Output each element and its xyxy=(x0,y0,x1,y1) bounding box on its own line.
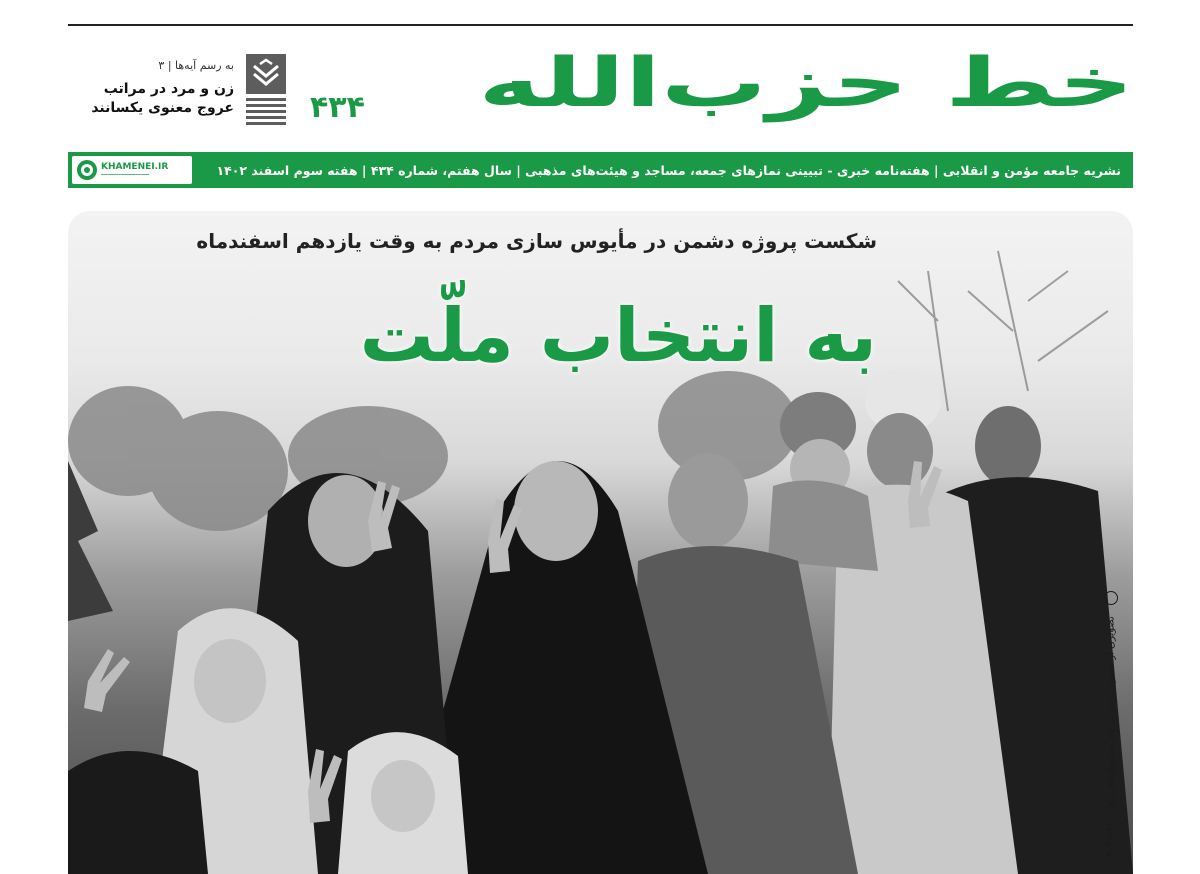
cover-kicker: شکست پروژه دشمن در مأیوس سازی مردم به وقت یازدهم اسفندماه xyxy=(196,229,877,253)
photo-caption xyxy=(1101,609,1121,869)
book-emblem-icon xyxy=(246,54,286,130)
series-label: به رسم آیه‌ها | ۳ xyxy=(158,59,234,72)
masthead-title: خط حزب‌الله xyxy=(478,44,1134,123)
feature-line-1: زن و مرد در مراتب xyxy=(103,81,234,97)
site-domain: KHAMENEI.IR xyxy=(101,162,169,172)
camera-icon xyxy=(1104,591,1118,605)
masthead xyxy=(300,38,1140,138)
cover-headline: به انتخاب ملّت xyxy=(359,293,877,379)
photo-caption-text: تصویری از حضور مردم در پای صندوق‌های رای ۱۴۰۲/۱۲/۱۱ xyxy=(1105,616,1117,862)
feature-line-2: عروج معنوی یکسانند xyxy=(91,100,234,116)
khamenei-logo-icon xyxy=(76,159,98,181)
site-badge[interactable] xyxy=(72,156,192,184)
cover-photo xyxy=(68,211,1133,874)
issue-number: ۴۳۴ xyxy=(310,90,365,125)
info-bar xyxy=(68,152,1133,188)
site-tagline: ━━━━━━━━━━━━━━━━━━━━ xyxy=(101,172,150,177)
publication-info: نشریه جامعه مؤمن و انقلابی | هفته‌نامه خبری - تبیینی نمازهای جمعه، مساجد و هیئت‌های مذهبی | سال هفتم، شماره ۴۳۴ | هفته سوم اسفند ۱۴۰۲ xyxy=(216,162,1121,178)
top-rule xyxy=(68,24,1133,26)
side-info xyxy=(86,58,234,118)
